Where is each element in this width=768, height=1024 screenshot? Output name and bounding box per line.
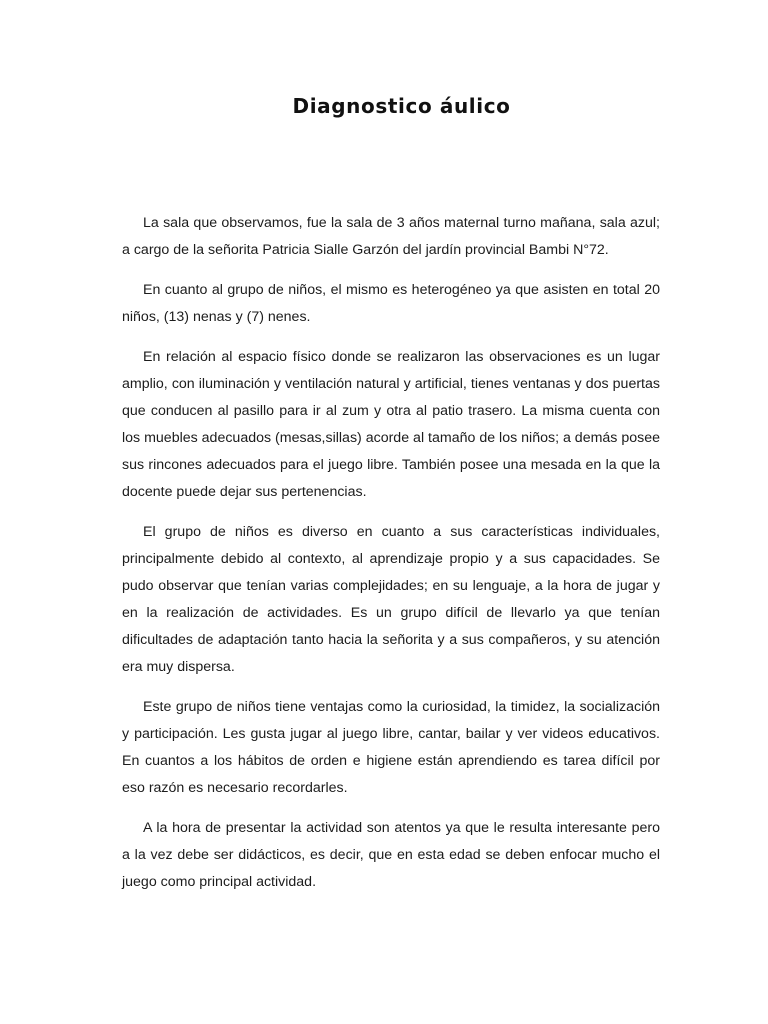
paragraph-caracteristicas: El grupo de niños es diverso en cuanto a sus características individuales, principalmente debido al contexto, al aprendizaje propio y a sus capacidades. Se pudo observar que tenían varias complejidades; en su lenguaje, a la hora de jugar y en la realización de actividades. Es un grupo difícil de llevarlo ya que tenían dificultades de adaptación tanto hacia la señorita y a sus compañeros, y su atención era muy dispersa. xyxy=(122,524,660,675)
paragraph-ventajas: Este grupo de niños tiene ventajas como la curiosidad, la timidez, la socialización y participación. Les gusta jugar al juego libre, cantar, bailar y ver videos educativos. En cuantos a los hábitos de orden e higiene están aprendiendo es tarea difícil por eso razón es necesario recordarles. xyxy=(122,699,660,796)
paragraph-espacio-fisico: En relación al espacio físico donde se realizaron las observaciones es un lugar amplio, con iluminación y ventilación natural y artificial, tienes ventanas y dos puertas que conducen al pasillo para ir al zum y otra al patio trasero. La misma cuenta con los muebles adecuados (mesas,sillas) acorde al tamaño de los niños; a demás posee sus rincones adecuados para el juego libre. También posee una mesada en la que la docente puede dejar sus pertenencias. xyxy=(122,349,660,500)
paragraph-grupo: En cuanto al grupo de niños, el mismo es heterogéneo ya que asisten en total 20 niños, (13) nenas y (7) nenes. xyxy=(122,282,660,325)
document-body xyxy=(122,210,660,909)
document-title: Diagnostico áulico xyxy=(292,94,511,118)
paragraph-actividad: A la hora de presentar la actividad son atentos ya que le resulta interesante pero a la vez debe ser didácticos, es decir, que en esta edad se deben enfocar mucho el juego como principal actividad. xyxy=(122,820,660,890)
paragraph-sala: La sala que observamos, fue la sala de 3 años maternal turno mañana, sala azul; a cargo de la señorita Patricia Sialle Garzón del jardín provincial Bambi N°72. xyxy=(122,215,660,258)
